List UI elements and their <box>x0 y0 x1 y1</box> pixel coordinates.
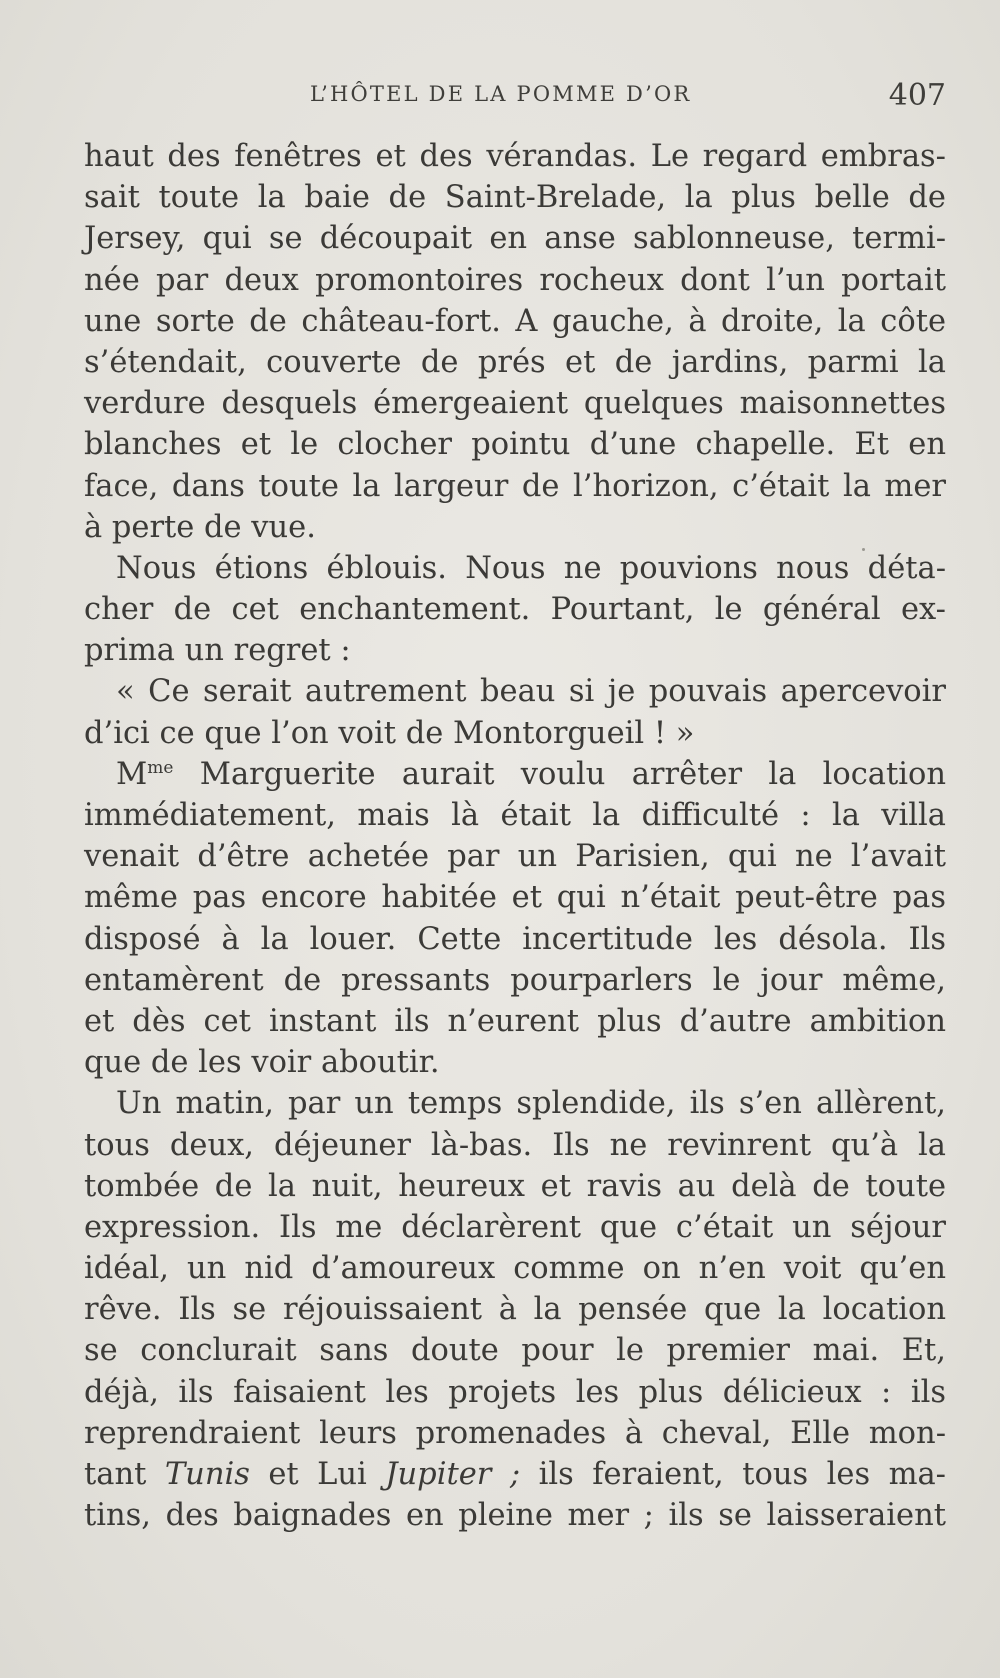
text-line: cher de cet enchantement. Pourtant, le général ex- <box>84 592 946 628</box>
text-line: rêve. Ils se réjouissaient à la pensée que la location <box>84 1292 946 1328</box>
text-line: expression. Ils me déclarèrent que c’était un séjour <box>84 1209 946 1245</box>
text-line: idéal, un nid d’amoureux comme on n’en voit qu’en <box>84 1251 946 1287</box>
text-line: Nous étions éblouis. Nous ne pouvions nous déta- <box>116 550 946 586</box>
text-segment: ils feraient, tous les ma- <box>520 1457 946 1492</box>
horse-name-tunis: Tunis <box>164 1457 250 1492</box>
text-line: une sorte de château-fort. A gauche, à droite, la côte <box>84 303 946 339</box>
text-line: haut des fenêtres et des vérandas. Le regard embras- <box>84 139 946 174</box>
text-line <box>84 1454 946 1495</box>
text-line: et dès cet instant ils n’eurent plus d’autre ambition <box>84 1003 946 1039</box>
text-line: entamèrent de pressants pourparlers le jour même, <box>84 962 946 998</box>
text-line: blanches et le clocher pointu d’une chapelle. Et en <box>84 427 946 463</box>
text-line: immédiatement, mais là était la difficulté : la villa <box>84 798 946 833</box>
superscript-me: me <box>147 757 174 778</box>
text-line: née par deux promontoires rocheux dont l’un portait <box>84 262 946 298</box>
running-title: L’HÔTEL DE LA POMME D’OR <box>310 82 692 106</box>
text-line: se conclurait sans doute pour le premier mai. Et, <box>84 1333 946 1369</box>
running-head <box>84 76 946 116</box>
text-line <box>84 754 946 795</box>
text-line: Jersey, qui se découpait en anse sablonneuse, termi- <box>84 221 946 257</box>
text-line: prima un regret : <box>84 633 351 669</box>
text-line: Un matin, par un temps splendide, ils s’en allèrent, <box>116 1086 946 1122</box>
text-segment: Marguerite aurait voulu arrêter la location <box>173 756 946 792</box>
text-line: déjà, ils faisaient les projets les plus délicieux : ils <box>84 1374 946 1410</box>
text-line: d’ici ce que l’on voit de Montorgueil ! » <box>84 715 695 751</box>
text-line: face, dans toute la largeur de l’horizon, c’était la mer <box>84 468 946 504</box>
text-segment: tant <box>84 1457 165 1492</box>
page-number: 407 <box>888 78 946 113</box>
abbrev-m: M <box>116 756 148 792</box>
text-line: disposé à la louer. Cette incertitude les désola. Ils <box>84 921 946 957</box>
text-line: sait toute la baie de Saint-Brelade, la plus belle de <box>84 180 946 216</box>
text-segment: et Lui <box>249 1457 386 1492</box>
text-line: à perte de vue. <box>84 509 316 545</box>
text-line: reprendraient leurs promenades à cheval, Elle mon- <box>84 1415 946 1451</box>
text-line: même pas encore habitée et qui n’était peut-être pas <box>84 880 946 916</box>
text-line: tombée de la nuit, heureux et ravis au delà de toute <box>84 1168 946 1204</box>
text-line: tins, des baignades en pleine mer ; ils se laisseraient <box>84 1498 946 1534</box>
text-line: verdure desquels émergeaient quelques maisonnettes <box>84 386 946 422</box>
text-line: tous deux, déjeuner là-bas. Ils ne revinrent qu’à la <box>84 1127 946 1163</box>
horse-name-jupiter: Jupiter ; <box>385 1457 521 1492</box>
body-text <box>84 136 946 1536</box>
text-line: que de les voir aboutir. <box>84 1045 440 1081</box>
text-line: « Ce serait autrement beau si je pouvais apercevoir <box>116 674 946 710</box>
paper-speck <box>862 548 865 551</box>
text-line: s’étendait, couverte de prés et de jardins, parmi la <box>84 344 946 380</box>
text-line: venait d’être achetée par un Parisien, qui ne l’avait <box>84 839 946 875</box>
